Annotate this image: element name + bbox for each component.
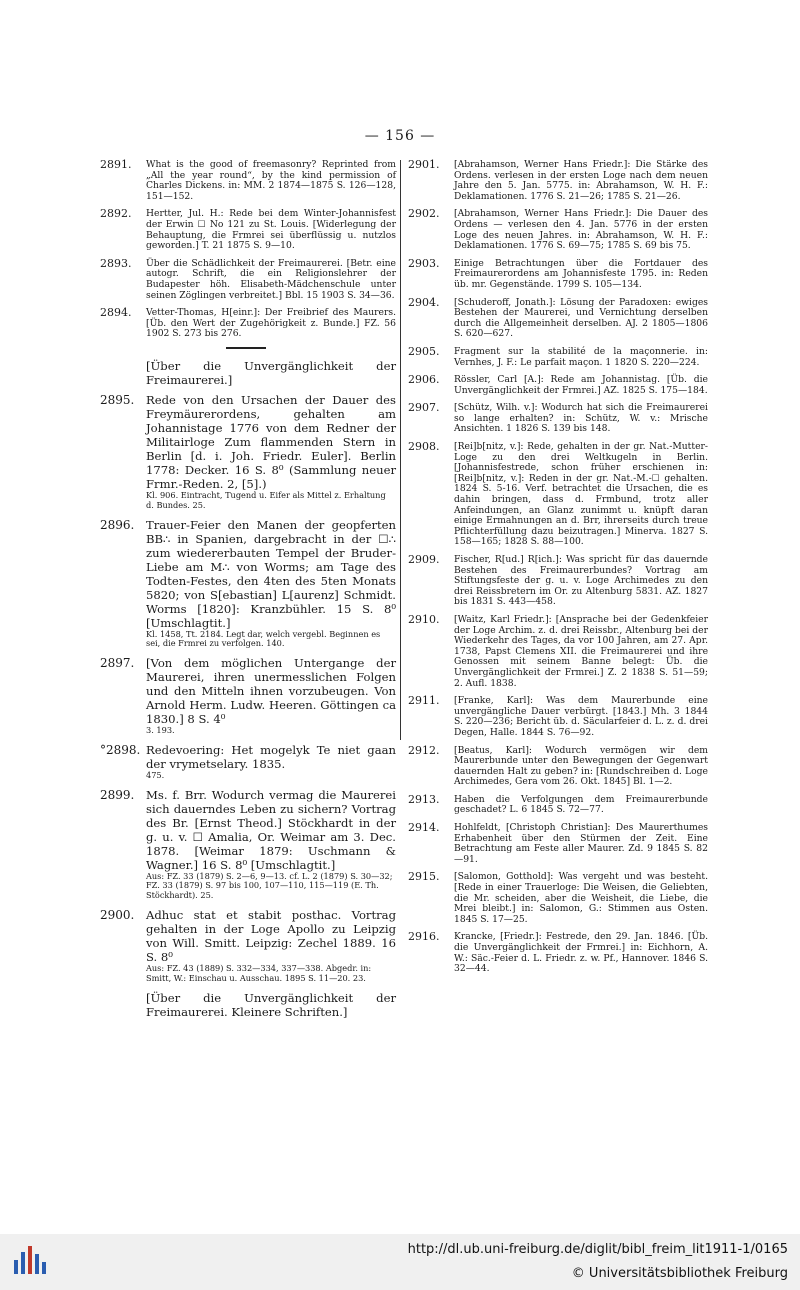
entry-text: Einige Betrachtungen über die Fortdauer des Freimaurerordens am Johannisfeste 1795. in: Reden üb. mr. Gegenstände. 1799 S. 105—134. xyxy=(454,257,708,290)
section-divider xyxy=(226,347,266,349)
entry-number: 2891. xyxy=(100,158,132,171)
copyright-text: © Universitätsbibliothek Freiburg xyxy=(571,1266,788,1281)
entry-note: 475. xyxy=(146,769,165,780)
entry-number: 2912. xyxy=(408,743,440,757)
entry-text: [Abrahamson, Werner Hans Friedr.]: Die Dauer des Ordens — verlesen den 4. Jan. 5776 in der ersten Loge des neuen Jahres. in: Abrahamson, W. H. F.: Deklamationen. 1776 S. 69—75; 1785 S. 69 bis 75. xyxy=(454,208,708,252)
entry-note: Kl. 906. Eintracht, Tugend u. Eifer als Mittel z. Erhaltung d. Bundes. 25. xyxy=(146,489,386,510)
section-heading: [Über die Unvergänglichkeit der Freimaurerei. Kleinere Schriften.] xyxy=(146,990,396,1019)
bibliography-entry xyxy=(408,743,708,788)
entry-text: Fischer, R[ud.] R[ich.]: Was spricht für das dauernde Bestehen des Freimaurerbundes? Vortrag am Stiftungsfeste der g. u. v. Loge Archimedes zu den drei Reissbretern im Or. zu Altenburg 5831. AZ. 1827 bis 1831 S. 443—458. xyxy=(454,554,708,608)
entry-number: 2915. xyxy=(408,870,440,884)
entry-number: 2908. xyxy=(408,440,440,454)
entry-text: Rede von den Ursachen der Dauer des Freymäurerordens, gehalten am Johannistage 1776 von dem Redner der Militairloge Zum flammenden Stern in Berlin [d. i. Joh. Friedr. Euler]. Berlin 1778: Decker. 16 S. 8⁰ (Sammlung neuer Frmr.-Reden. 2, [5].) xyxy=(146,392,396,491)
column-divider xyxy=(400,160,401,740)
entry-text: [Rei]b[nitz, v.]: Rede, gehalten in der gr. Nat.-Mutter-Loge zu den drei Weltkugeln in Berlin. [Johannisfestrede, schon früher erschienen in: [Rei]b[nitz, v.]: Reden in der gr. Nat.-M.-☐ gehalten. 1824 S. 5-16. Verf. betrachtet die Ursachen, die es dahin bringen, dass d. Frmbund, trotz aller Anfeindungen, an Glanz zunimmt u. knüpft daran einige Ermahnungen an d. Brr, ihrerseits durch treue Pflichterfüllung dazu beizutragen.] Minerva. 1827 S. 158—165; 1828 S. 88—100. xyxy=(454,441,708,548)
bibliography-entry xyxy=(100,308,396,340)
bibliography-entry xyxy=(100,788,396,901)
section-heading: [Über die Unvergänglichkeit der Freimaurerei.] xyxy=(146,358,396,387)
entry-text: Vetter-Thomas, H[einr.]: Der Freibrief des Maurers. [Üb. den Wert der Zugehörigkeit z. Bunde.] FZ. 56 1902 S. 273 bis 276. xyxy=(146,307,396,340)
bibliography-entry xyxy=(100,656,396,736)
entry-note: Kl. 1458, Tt. 2184. Legt dar, welch vergebl. Beginnen es sei, die Frmrei zu verfolgen. 140. xyxy=(146,628,381,649)
entry-text: [Waitz, Karl Friedr.]: [Ansprache bei der Gedenkfeier der Loge Archim. z. d. drei Reissbr., Altenburg bei der Wiederkehr des Tages, da vor 100 Jahren, am 27. Apr. 1738, Papst Clemens XII. die Freimaurerei und ihre Genossen mit seinem Banne belegt: Üb. die Unvergänglichkeit der Frmrei.] Z. 2 1838 S. 51—59; 2. Aufl. 1838. xyxy=(454,613,708,689)
entry-text: [Schuderoff, Jonath.]: Lösung der Paradoxen: ewiges Bestehen der Maurerei, und Vernichtung derselben durch die Allgemeinheit derselben. AJ. 2 1805—1806 S. 620—627. xyxy=(454,296,708,340)
entry-number: 2911. xyxy=(408,694,440,708)
library-logo-icon xyxy=(10,1242,50,1282)
entry-text: Hohlfeldt, [Christoph Christian]: Des Maurerthumes Erhabenheit über den Stürmen der Zeit. Eine Betrachtung am Feste aller Maurer. Zd. 9 1845 S. 82—91. xyxy=(454,822,708,865)
entry-text: [Beatus, Karl]: Wodurch vermögen wir dem Maurerbunde unter den Bewegungen der Gegenwart dauernden Halt zu geben? in: [Rundschreiben d. Loge Archimedes, Gera vom 26. Okt. 1845] Bl. 1—2. xyxy=(454,744,708,788)
entry-note: 3. 193. xyxy=(146,725,175,736)
page-number: — 156 — xyxy=(364,128,436,144)
entry-text: Hertter, Jul. H.: Rede bei dem Winter-Johannisfest der Erwin ☐ No 121 zu St. Louis. [Widerlegung der Behauptung, die Frmrei sei überflüssig u. nutzlos geworden.] T. 21 1875 S. 9—10. xyxy=(146,208,396,252)
bibliography-entry xyxy=(408,932,708,974)
entry-text: Redevoering: Het mogelyk Te niet gaan der vrymetselary. 1835. xyxy=(146,742,396,771)
bibliography-entry xyxy=(100,393,396,511)
footer-bar xyxy=(0,1234,800,1290)
entry-number: 2916. xyxy=(408,930,440,944)
bibliography-entry xyxy=(408,344,708,368)
entry-number: 2913. xyxy=(408,792,440,806)
left-column xyxy=(100,160,396,1025)
bibliography-entry xyxy=(408,160,708,202)
entry-note: Aus: FZ. 33 (1879) S. 2—6, 9—13. cf. L. 2 (1879) S. 30—32; FZ. 33 (1879) S. 97 bis 100, 107—110, 115—119 (E. Th. Stöckhardt). 25. xyxy=(146,870,393,901)
entry-number: 2914. xyxy=(408,821,440,835)
entry-number: 2904. xyxy=(408,295,440,309)
entry-number: 2892. xyxy=(100,207,132,221)
entry-number: 2902. xyxy=(408,207,440,221)
entry-text: Rössler, Carl [A.]: Rede am Johannistag. [Üb. die Unvergänglichkeit der Frmrei.] AZ. 1825 S. 175—184. xyxy=(454,374,708,396)
entry-text: Trauer-Feier den Manen der geopferten BB∴ in Spanien, dargebracht in der ☐∴ zum wiedererbauten Tempel der Bruder-Liebe am M∴ von Worms; am Tage des Todten-Festes, den 4ten des 5ten Monats 5820; von S[ebastian] L[aurenz] Schmidt. Worms [1820]: Kranzbühler. 15 S. 8⁰ [Umschlagtit.] xyxy=(146,517,396,630)
entry-number: 2897. xyxy=(100,656,135,671)
entry-number: 2906. xyxy=(408,373,440,387)
bibliography-entry xyxy=(100,209,396,251)
right-column xyxy=(408,160,708,982)
bibliography-entry xyxy=(408,209,708,251)
entry-number: 2909. xyxy=(408,553,440,566)
bibliography-entry xyxy=(408,792,708,816)
entry-number: 2899. xyxy=(100,787,135,802)
bibliography-entry xyxy=(100,160,396,202)
bibliography-entry xyxy=(100,743,396,781)
entry-number: °2898. xyxy=(100,742,141,757)
entry-number: 2896. xyxy=(100,517,135,532)
entry-text: [Von dem möglichen Untergange der Maurerei, ihren unermesslichen Folgen und den Mitteln ihnen vorzubeugen. Von Arnold Herm. Ludw. Heeren. Göttingen ca 1830.] 8 S. 4⁰ xyxy=(146,656,396,727)
bibliography-entry xyxy=(100,518,396,650)
entry-text: [Abrahamson, Werner Hans Friedr.]: Die Stärke des Ordens. verlesen in der ersten Loge nach dem neuen Jahre den 5. Jan. 5775. in: Abrahamson, W. H. F.: Deklamationen. 1776 S. 21—26; 1785 S. 21—26. xyxy=(454,159,708,202)
bibliography-entry xyxy=(408,295,708,340)
entry-number: 2905. xyxy=(408,344,440,358)
bibliography-entry xyxy=(100,908,396,984)
entry-number: 2910. xyxy=(408,612,440,626)
entry-number: 2901. xyxy=(408,158,440,171)
entry-number: 2893. xyxy=(100,256,132,270)
source-url-link[interactable]: http://dl.ub.uni-freiburg.de/diglit/bibl_freim_lit1911-1/0165 xyxy=(407,1242,788,1257)
bibliography-entry xyxy=(408,375,708,396)
entry-number: 2895. xyxy=(100,392,135,407)
bibliography-entry xyxy=(408,823,708,865)
bibliography-entry xyxy=(408,696,708,738)
bibliography-entry xyxy=(408,256,708,291)
entry-text: [Schütz, Wilh. v.]: Wodurch hat sich die Freimaurerei so lange erhalten? in: Schütz, W. v.: Mrische Ansichten. 1 1826 S. 139 bis 148. xyxy=(454,402,708,435)
bibliography-entry xyxy=(408,555,708,608)
entry-text: Adhuc stat et stabit posthac. Vortrag gehalten in der Loge Apollo zu Leipzig von Will. Smitt. Leipzig: Zechel 1889. 16 S. 8⁰ xyxy=(146,908,396,965)
entry-text: Fragment sur la stabilité de la maçonnerie. in: Vernhes, J. F.: Le parfait maçon. 1 1820 S. 220—224. xyxy=(454,345,708,368)
entry-number: 2903. xyxy=(408,256,440,270)
entry-number: 2894. xyxy=(100,306,132,320)
bibliography-entry xyxy=(100,256,396,301)
entry-text: [Salomon, Gotthold]: Was vergeht und was besteht. [Rede in einer Trauerloge: Die Weisen, die Geliebten, die Mr. scheiden, aber die Weisheit, die Liebe, die Mrei bleibt.] in: Salomon, G.: Stimmen aus Osten. 1845 S. 17—25. xyxy=(454,871,708,925)
entry-text: Krancke, [Friedr.]: Festrede, den 29. Jan. 1846. [Üb. die Unvergänglichkeit der Frmrei.] in: Eichhorn, A. W.: Säc.-Feier d. L. Friedr. z. w. Pf., Hannover. 1846 S. 32—44. xyxy=(454,931,708,975)
bibliography-entry xyxy=(408,872,708,925)
entry-note: Aus: FZ. 43 (1889) S. 332—334, 337—338. Abgedr. in: Smitt, W.: Einschau u. Ausschau. 1895 S. 11—20. 23. xyxy=(146,963,372,983)
entry-text: Haben die Verfolgungen dem Freimaurerbunde geschadet? L. 6 1845 S. 72—77. xyxy=(454,793,708,816)
entry-text: [Franke, Karl]: Was dem Maurerbunde eine unvergängliche Dauer verbürgt. [1843.] Mh. 3 1844 S. 220—236; Bericht üb. d. Säcularfeier d. L. z. d. drei Degen, Halle. 1844 S. 76—92. xyxy=(454,695,708,738)
entry-text: Ms. f. Brr. Wodurch vermag die Maurerei sich dauerndes Leben zu sichern? Vortrag des Br. [Ernst Theod.] Stöckhardt in der g. u. v. ☐ Amalia, Or. Weimar am 3. Dec. 1878. [Weimar 1879: Uschmann & Wagner.] 16 S. 8⁰ [Umschlagtit.] xyxy=(146,787,396,872)
bibliography-entry xyxy=(408,442,708,548)
entry-number: 2907. xyxy=(408,401,440,415)
bibliography-entry xyxy=(408,403,708,435)
entry-number: 2900. xyxy=(100,908,135,923)
entry-text: Über die Schädlichkeit der Freimaurerei. [Betr. eine autogr. Schrift, die ein Religionslehrer der Budapester höh. Elisabeth-Mädchenschule unter seinen Zöglingen verbreitet.] Bbl. 15 1903 S. 34—36. xyxy=(146,257,396,301)
bibliography-entry xyxy=(408,612,708,689)
entry-text: What is the good of freemasonry? Reprinted from „All the year round“, by the kind permission of Charles Dickens. in: MM. 2 1874—1875 S. 126—128, 151—152. xyxy=(146,159,396,202)
